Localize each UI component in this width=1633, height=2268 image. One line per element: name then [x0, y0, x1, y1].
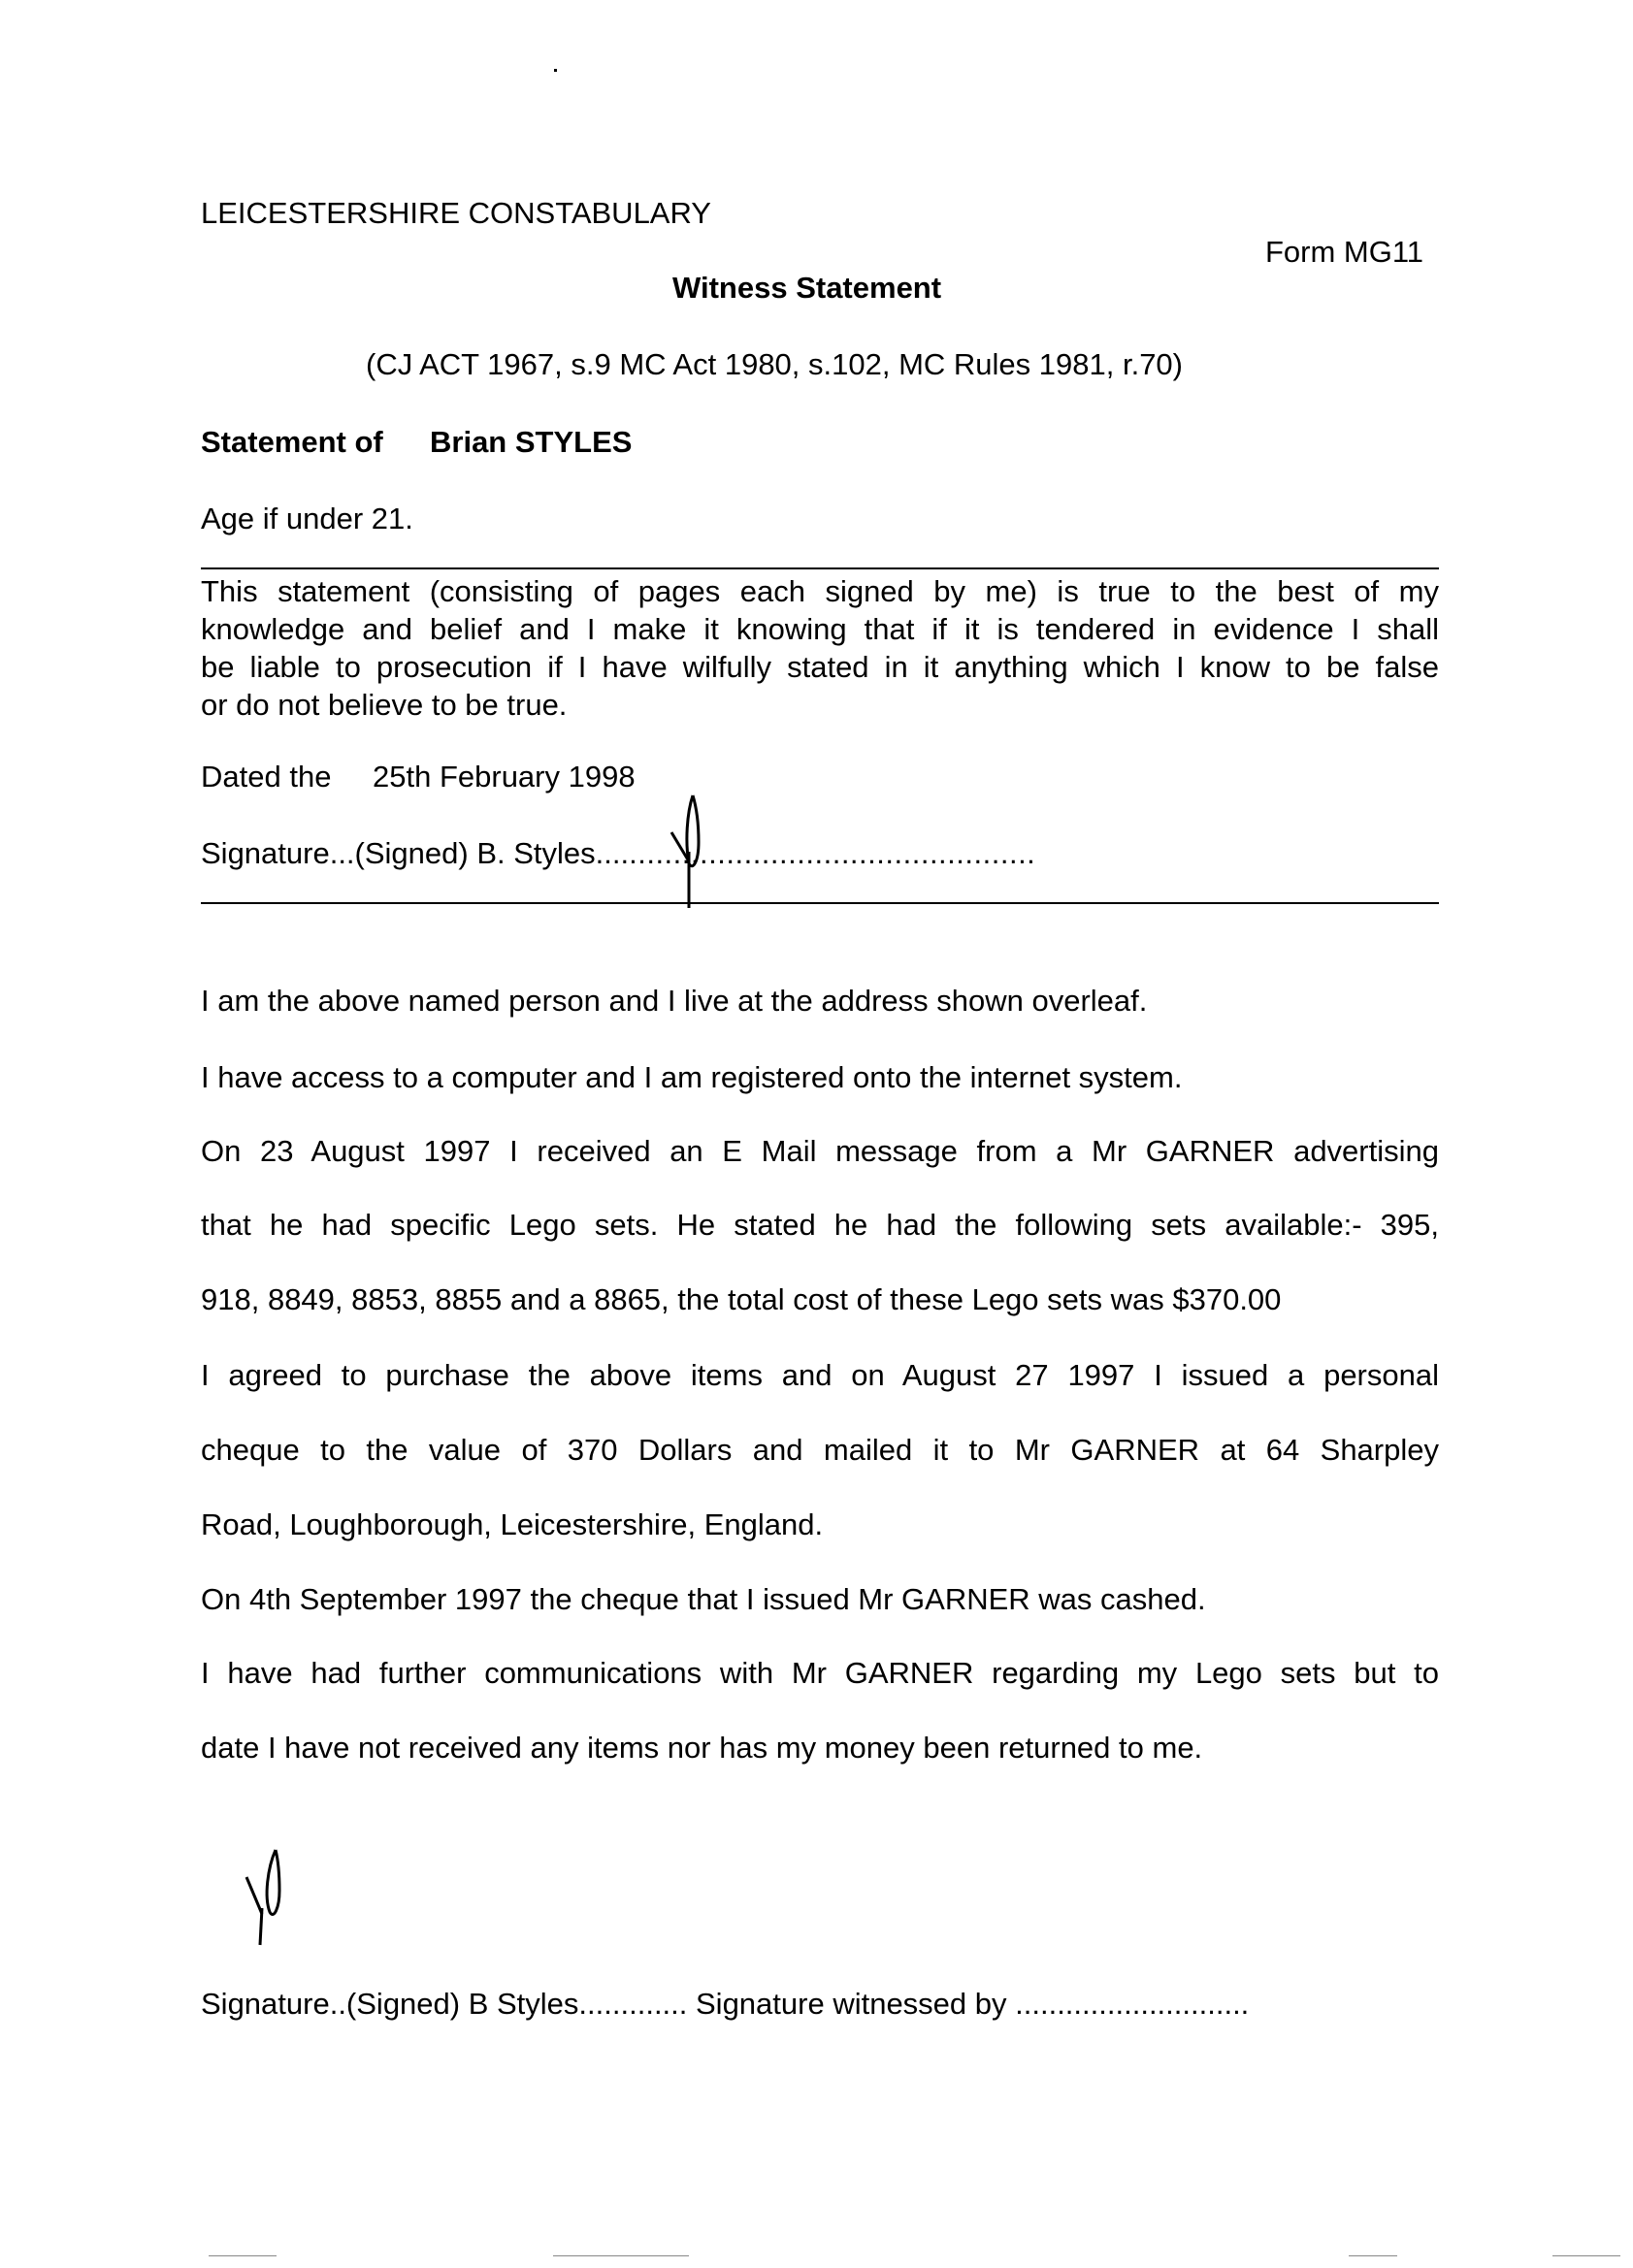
body-line: cheque to the value of 370 Dollars and mailed it to Mr GARNER at 64 Sharpley	[201, 1433, 1439, 1467]
body-line: On 4th September 1997 the cheque that I issued Mr GARNER was cashed.	[201, 1582, 1206, 1616]
body-line: I have had further communications with Mr GARNER regarding my Lego sets but to	[201, 1656, 1439, 1690]
body-line: date I have not received any items nor has my money been returned to me.	[201, 1731, 1203, 1765]
signature-text: Signature...(Signed) B. Styles....	[201, 836, 630, 870]
scan-artefact	[1349, 2255, 1397, 2256]
witness-name: Brian STYLES	[430, 425, 633, 459]
body-line: On 23 August 1997 I received an E Mail message from a Mr GARNER advertising	[201, 1134, 1439, 1168]
body-line: that he had specific Lego sets. He stated he had the following sets available:- 395,	[201, 1208, 1439, 1242]
body-line: 918, 8849, 8853, 8855 and a 8865, the total cost of these Lego sets was $370.00	[201, 1282, 1282, 1316]
form-code: Form MG11	[1265, 235, 1424, 269]
page-title: Witness Statement	[672, 271, 942, 305]
declaration-line: be liable to prosecution if I have wilfully stated in it anything which I know to be false	[201, 650, 1439, 684]
declaration-line: This statement (consisting of pages each signed by me) is true to the best of my	[201, 574, 1439, 608]
scan-artefact	[1552, 2255, 1620, 2256]
scan-speck	[554, 69, 557, 72]
dated-label: Dated the	[201, 760, 332, 794]
scan-artefact	[209, 2255, 277, 2256]
body-line: I am the above named person and I live at the address shown overleaf.	[201, 984, 1148, 1018]
organisation-name: LEICESTERSHIRE CONSTABULARY	[201, 196, 711, 230]
declaration-line: knowledge and belief and I make it knowing that if it is tendered in evidence I shall	[201, 612, 1439, 646]
signature-line-top	[201, 835, 1035, 872]
declaration-line: or do not believe to be true.	[201, 688, 568, 722]
body-line: I agreed to purchase the above items and on August 27 1997 I issued a personal	[201, 1358, 1439, 1392]
scan-artefact	[553, 2255, 689, 2256]
handwritten-signature-top	[660, 794, 718, 910]
declaration	[201, 572, 1439, 724]
body-line: Road, Loughborough, Leicestershire, England.	[201, 1507, 824, 1541]
top-divider	[201, 567, 1439, 569]
signature-divider	[201, 902, 1439, 904]
signature-dots: ..............................................	[629, 836, 1036, 870]
statement-date: 25th February 1998	[373, 760, 636, 794]
signature-line-bottom: Signature..(Signed) B Styles............. Signature witnessed by ............................	[201, 1987, 1250, 2021]
statement-of-label: Statement of	[201, 425, 383, 459]
age-label: Age if under 21.	[201, 502, 413, 535]
handwritten-signature-bottom	[243, 1848, 301, 1955]
legislation-reference: (CJ ACT 1967, s.9 MC Act 1980, s.102, MC Rules 1981, r.70)	[366, 347, 1183, 381]
body-line: I have access to a computer and I am registered onto the internet system.	[201, 1060, 1183, 1094]
